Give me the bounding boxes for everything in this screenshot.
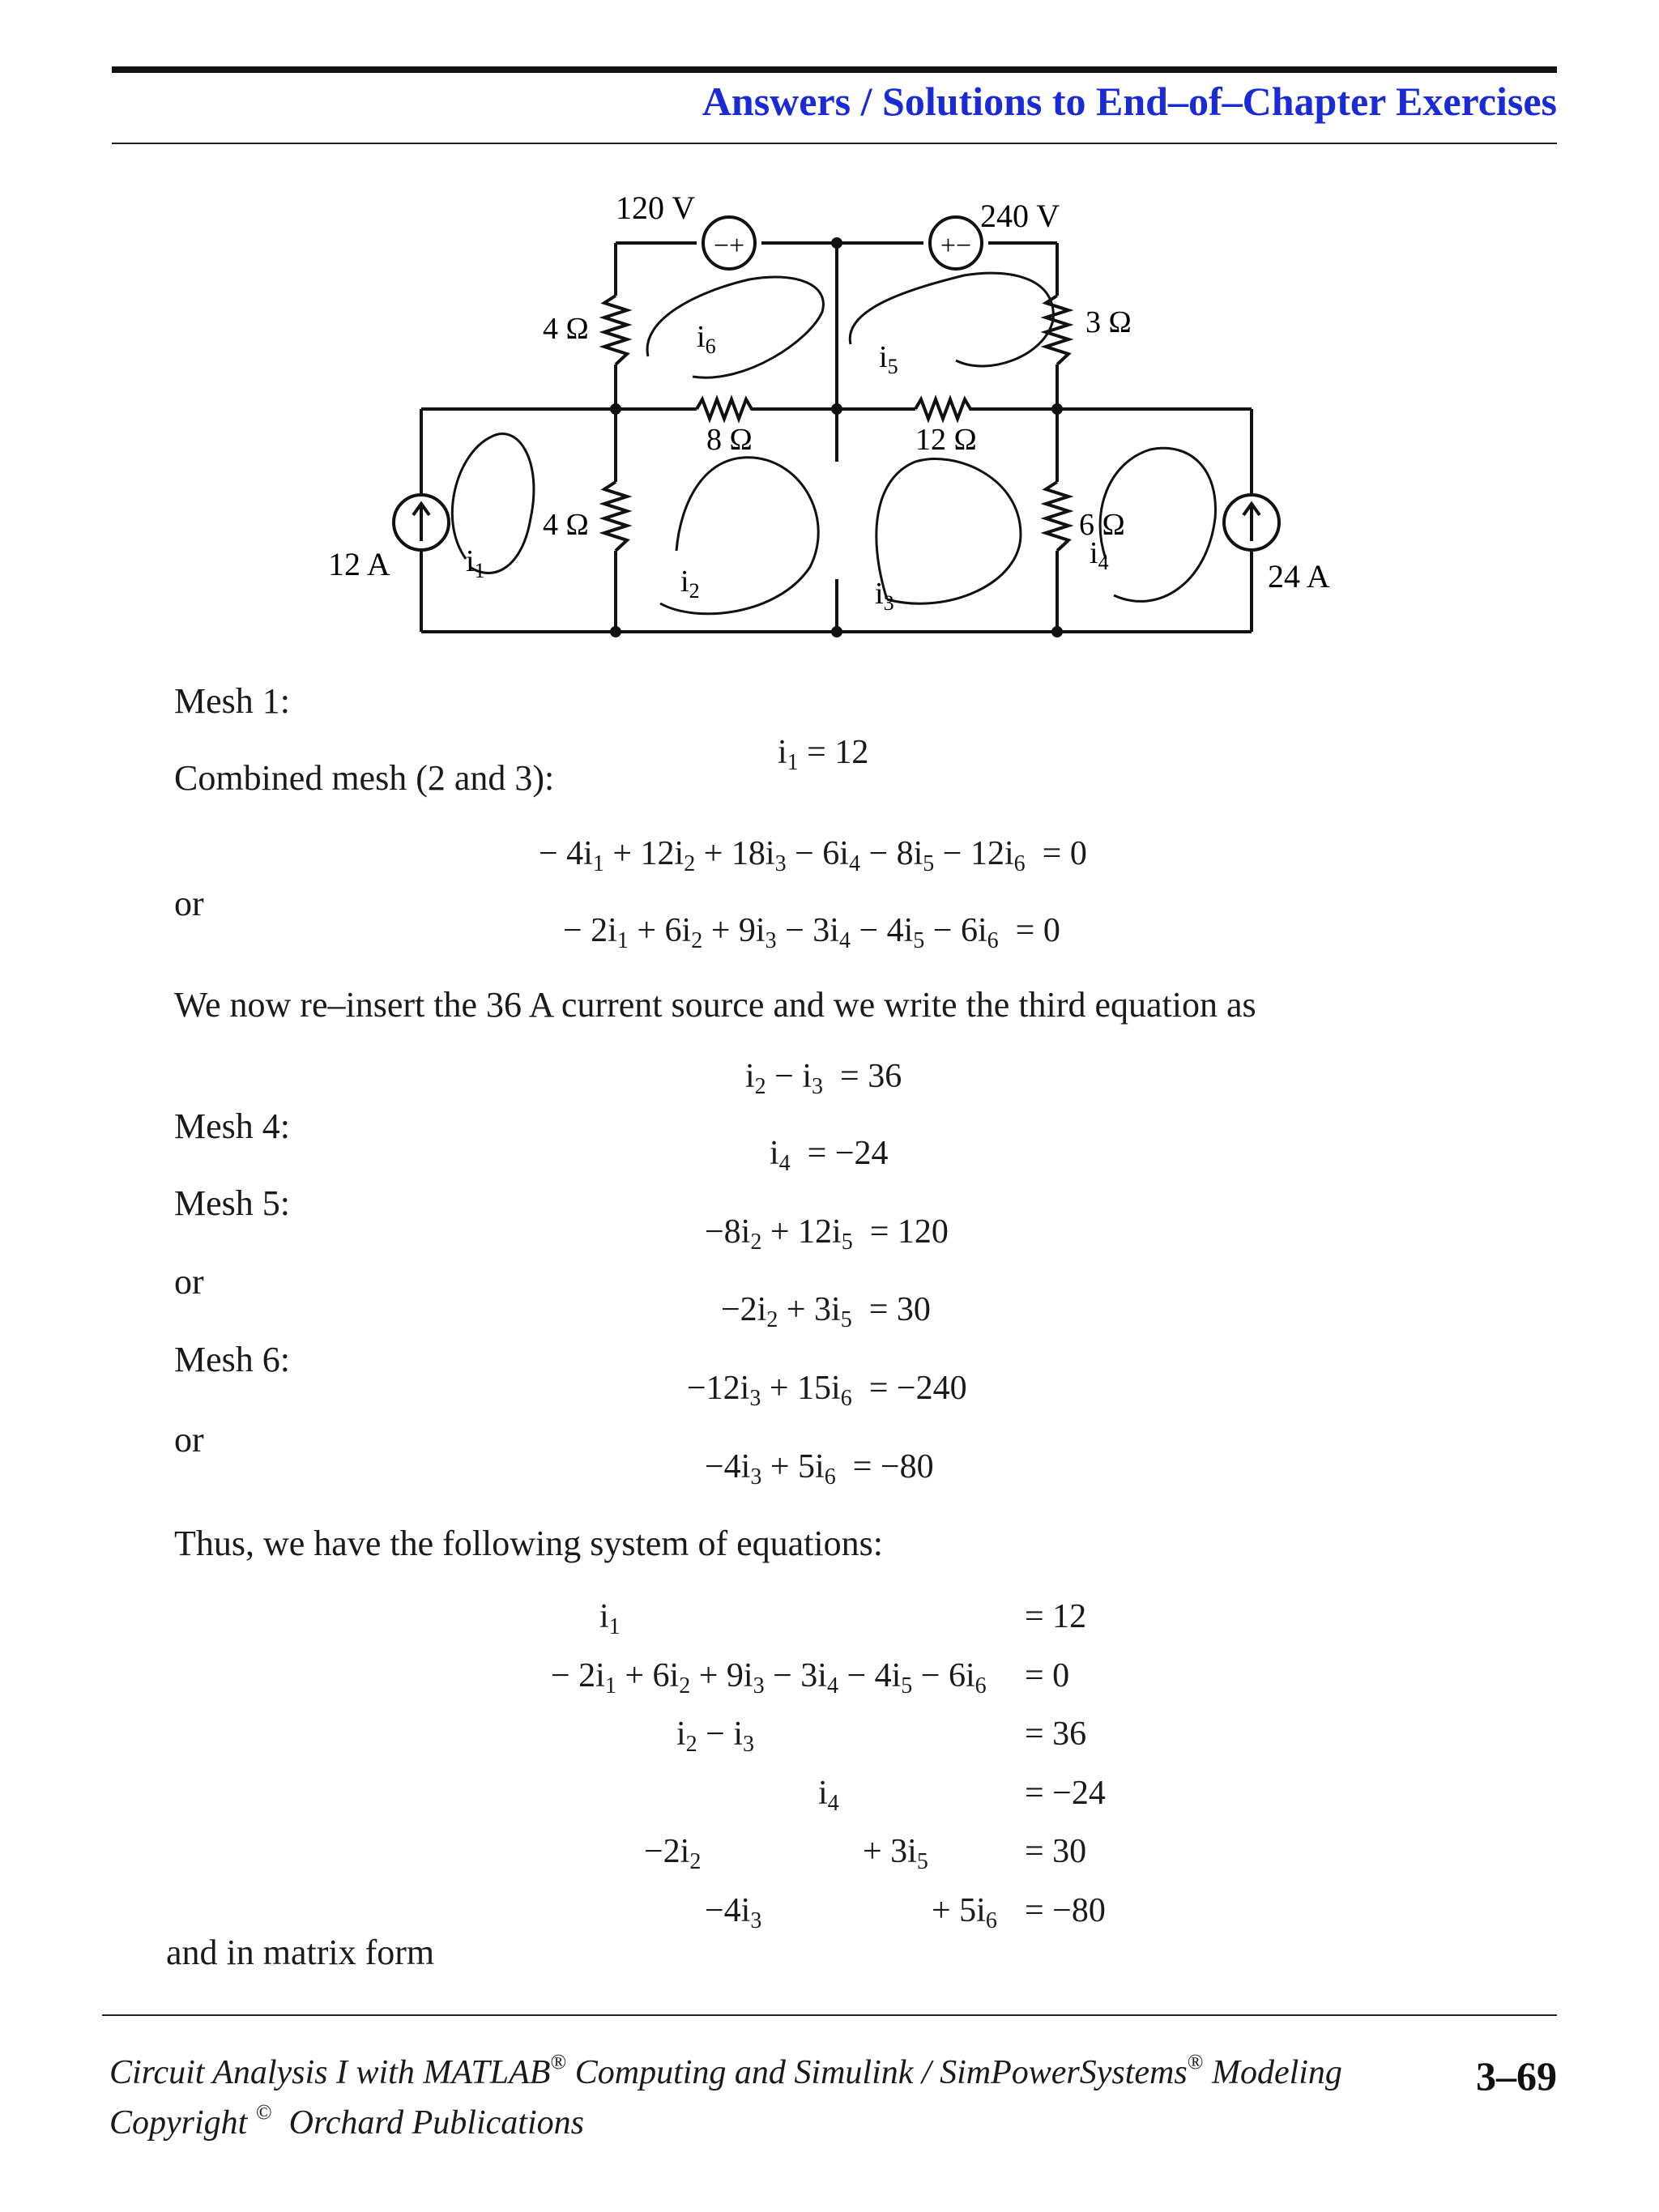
eq-mesh6: $-12i_3 + 15i_6 = -240$	[687, 1370, 967, 1411]
mesh-label-i2: $i_2$	[680, 565, 700, 603]
header-rule-thick	[112, 66, 1557, 73]
mesh-loop-i3	[876, 459, 1021, 604]
sys-row1-lhs: $i_1$	[599, 1598, 621, 1639]
mesh1-label: Mesh 1:	[174, 681, 290, 721]
or-label-3: or	[174, 1420, 204, 1460]
sys-row6-lhs-a: $-4i_3$	[705, 1892, 762, 1933]
label-r8: 8 Ω	[706, 423, 753, 457]
header-rule-thin	[112, 143, 1557, 144]
label-r4-mid: 4 Ω	[543, 508, 589, 542]
polarity-240v: +−	[940, 231, 972, 261]
eq-mesh4: $i_4 = -24$	[770, 1135, 889, 1176]
mesh-label-i5: $i_5$	[879, 340, 898, 378]
mesh4-label: Mesh 4:	[174, 1106, 290, 1146]
label-r3: 3 Ω	[1085, 305, 1132, 339]
eq-third: $i_2 - i_3 = 36$	[745, 1058, 902, 1099]
polarity-120v: −+	[713, 231, 745, 261]
mesh-label-i1: $i_1$	[466, 544, 485, 582]
or-label-2: or	[174, 1262, 204, 1302]
footer-copyright: Copyright © Orchard Publications	[109, 2100, 584, 2142]
resistor-8ohm	[697, 399, 757, 419]
sys-row3-lhs: $i_2 - i_3$	[676, 1715, 755, 1757]
thus-sentence: Thus, we have the following system of equations:	[174, 1524, 883, 1563]
label-24a: 24 A	[1268, 558, 1330, 595]
resistor-4ohm-mid	[604, 482, 627, 551]
label-r4-top: 4 Ω	[543, 312, 589, 346]
sys-row4-rhs: = −24	[1025, 1775, 1106, 1812]
combined-mesh-label: Combined mesh (2 and 3):	[174, 758, 555, 798]
footer-rule	[102, 2014, 1557, 2016]
sys-row2-lhs: − $2i_1 + 6i_2 + 9i_3 - 3i_4 - 4i_5 - 6i_6$	[551, 1657, 987, 1698]
chapter-header-title: Answers / Solutions to End–of–Chapter Exercises	[702, 79, 1557, 124]
footer-book-title: Circuit Analysis I with MATLAB® Computing and Simulink / SimPowerSystems® Modeling	[109, 2050, 1342, 2091]
resistor-6ohm	[1046, 482, 1068, 551]
sys-row4-lhs: $i_4$	[818, 1775, 839, 1816]
sys-row5-rhs: = 30	[1025, 1833, 1087, 1870]
or-label-1: or	[174, 884, 204, 923]
eq-combined-mesh: − $4i_1 + 12i_2 + 18i_3 - 6i_4 - 8i_5 - 12i_6 = 0$	[539, 835, 1087, 876]
page-number: 3–69	[1476, 2053, 1557, 2099]
matrix-form-sentence: and in matrix form	[166, 1933, 435, 1972]
mesh5-label: Mesh 5:	[174, 1183, 290, 1223]
sys-row1-rhs: = 12	[1025, 1598, 1087, 1635]
resistor-4ohm-top	[604, 296, 627, 364]
eq-mesh5: $-8i_2 + 12i_5 = 120$	[705, 1213, 949, 1255]
mesh6-label: Mesh 6:	[174, 1340, 290, 1379]
eq-mesh5-simplified: $-2i_2 + 3i_5 = 30$	[721, 1291, 931, 1332]
label-r6: 6 Ω	[1079, 508, 1125, 542]
eq-mesh6-simplified: $-4i_3 + 5i_6 = -80$	[705, 1448, 934, 1490]
circuit-diagram	[308, 178, 1361, 648]
label-120v: 120 V	[616, 190, 696, 226]
sys-row3-rhs: = 36	[1025, 1715, 1087, 1753]
sys-row5-lhs-b: + $3i_5$	[863, 1833, 928, 1874]
resistor-12ohm	[915, 399, 976, 419]
mesh-label-i4: $i_4$	[1090, 536, 1109, 574]
mesh-loop-i1	[452, 434, 534, 573]
eq-mesh1: $i_1 = 12$	[778, 734, 869, 775]
eq-combined-simplified: − $2i_1 + 6i_2 + 9i_3 - 3i_4 - 4i_5 - 6i_6 = 0$	[563, 912, 1060, 953]
sys-row6-rhs: = −80	[1025, 1892, 1106, 1929]
mesh-loop-i6	[647, 277, 823, 377]
sys-row6-lhs-b: + $5i_6$	[932, 1892, 997, 1933]
label-r12: 12 Ω	[915, 423, 977, 457]
label-240v: 240 V	[980, 198, 1060, 234]
reinsert-sentence: We now re–insert the 36 A current source and we write the third equation as	[174, 985, 1256, 1025]
mesh-label-i3: $i_3$	[875, 577, 894, 615]
sys-row2-rhs: = 0	[1025, 1657, 1070, 1694]
label-12a: 12 A	[328, 546, 390, 582]
sys-row5-lhs-a: $-2i_2$	[644, 1833, 702, 1874]
mesh-label-i6: $i_6$	[697, 320, 716, 358]
